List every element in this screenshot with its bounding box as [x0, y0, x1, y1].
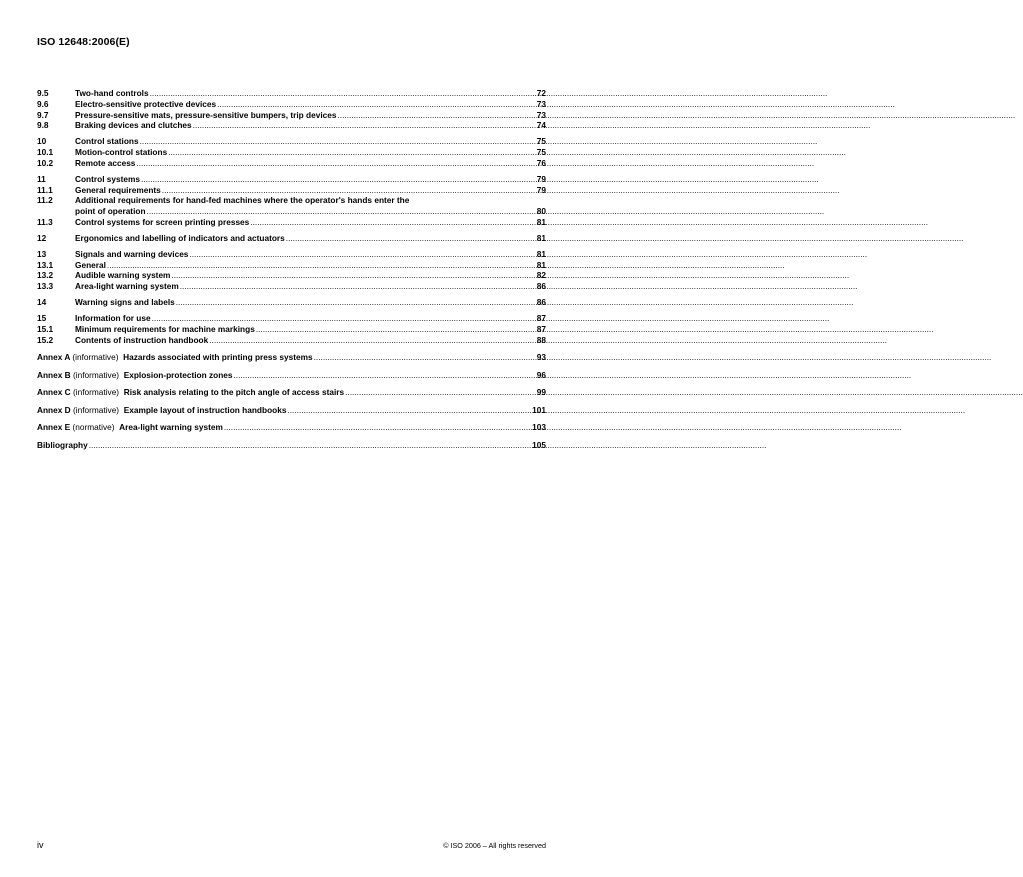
toc-entry-page: 73 — [536, 109, 546, 120]
dot-leader — [136, 158, 535, 169]
toc-entry-12[interactable] — [37, 233, 546, 244]
toc-entry-title: Contents of instruction handbook — [75, 334, 209, 345]
toc-entry-page: 81 — [536, 216, 546, 227]
toc-entry-title: Braking devices and clutches — [75, 120, 192, 131]
toc-entry-title: Electro-sensitive protective devices — [75, 98, 217, 109]
annex-title: Risk analysis relating to the pitch angle of access stairs — [123, 387, 345, 398]
annex-title: Explosion-protection zones — [123, 369, 233, 380]
dot-leader — [162, 185, 536, 196]
toc-entry-10-1[interactable] — [37, 147, 546, 158]
document-header: ISO 12648:2006(E) — [37, 36, 130, 48]
footer-page-number: iv — [37, 840, 44, 850]
toc-entry-page: 93 — [536, 352, 546, 363]
toc-entry-title: Control systems for screen printing presses — [75, 216, 250, 227]
toc-entry-number: 10.1 — [37, 147, 54, 158]
annex-type: (informative) — [72, 352, 119, 363]
toc-entry-title: Remote access — [75, 157, 136, 168]
annex-type: (normative) — [72, 422, 115, 433]
toc-entry-page: 79 — [536, 184, 546, 195]
toc-entry-number: 11 — [37, 173, 46, 184]
toc-annex-heading — [37, 405, 286, 416]
dot-leader — [171, 270, 535, 281]
toc-entry-number: 13 — [37, 248, 47, 259]
toc-entry-number: 12 — [37, 232, 47, 243]
toc-entry-13-2[interactable] — [37, 270, 546, 281]
toc-annex-d[interactable] — [37, 405, 546, 416]
toc-entry-title: Information for use — [75, 312, 151, 323]
toc-entry-number: 13.3 — [37, 281, 54, 292]
toc-annex-heading — [37, 422, 223, 433]
toc-entry-page: 75 — [536, 136, 546, 147]
toc-entry-number: 10.2 — [37, 157, 54, 168]
dot-leader — [152, 313, 536, 324]
toc-entry-14[interactable] — [37, 297, 546, 308]
toc-annex-a[interactable] — [37, 352, 546, 363]
toc-entry-11-1[interactable] — [37, 185, 546, 196]
toc-entry-number: 15.2 — [37, 334, 54, 345]
toc-entry-13-3[interactable] — [37, 281, 546, 292]
annex-label: Annex D — [37, 404, 71, 415]
dot-leader — [189, 249, 535, 260]
dot-leader — [89, 440, 531, 451]
toc-entry-page: 82 — [536, 270, 546, 281]
dot-leader — [224, 422, 531, 433]
toc-entry-title: Two-hand controls — [75, 88, 149, 98]
dot-leader — [287, 405, 531, 416]
dot-leader — [217, 99, 536, 110]
toc-entry-number: 9.5 — [37, 88, 49, 98]
toc-entry-15-2[interactable] — [37, 335, 546, 346]
dot-leader — [234, 370, 536, 381]
dot-leader — [180, 281, 536, 292]
dot-leader — [209, 335, 536, 346]
annex-title: Area-light warning system — [119, 422, 223, 433]
dot-leader — [141, 174, 536, 185]
toc-entry-number: 15 — [37, 312, 47, 323]
toc-annex-heading — [37, 352, 313, 363]
toc-entry-page: 105 — [532, 440, 546, 451]
toc-entry-11[interactable] — [37, 174, 546, 185]
toc-entry-page: 88 — [536, 334, 546, 345]
toc-entry-number: 14 — [37, 297, 47, 308]
toc-entry-number: 10 — [37, 136, 47, 147]
annex-label: Annex E — [37, 422, 71, 433]
toc-entry-number: 11.3 — [37, 216, 53, 227]
annex-label: Annex B — [37, 369, 71, 380]
toc-entry-page: 75 — [536, 147, 546, 158]
toc-entry-title-line-2: point of operation — [75, 206, 146, 217]
toc-entry-15[interactable] — [37, 313, 546, 324]
toc-entry-page: 81 — [536, 259, 546, 270]
dot-leader — [147, 206, 536, 217]
annex-type: (informative) — [72, 387, 120, 398]
toc-entry-11-2[interactable] — [37, 195, 546, 217]
toc-entry-15-1[interactable] — [37, 324, 546, 335]
annex-type: (informative) — [72, 369, 120, 380]
toc-entry-title: Area-light warning system — [75, 281, 179, 292]
toc-entry-page: 74 — [536, 120, 546, 131]
dot-leader — [107, 260, 536, 271]
toc-entry-page: 86 — [536, 281, 546, 292]
dot-leader — [140, 136, 536, 147]
toc-annex-e[interactable] — [37, 422, 546, 433]
toc-entry-title: General requirements — [75, 184, 161, 195]
toc-bibliography[interactable] — [37, 440, 546, 451]
dot-leader — [314, 352, 536, 363]
dot-leader — [256, 324, 536, 335]
toc-entry-9-7[interactable] — [37, 110, 546, 121]
toc-entry-page: 79 — [536, 173, 546, 184]
annex-label: Annex A — [37, 352, 71, 363]
toc-entry-page: 81 — [536, 232, 546, 243]
toc-entry-number: 15.1 — [37, 323, 54, 334]
toc-annex-c[interactable] — [37, 387, 546, 398]
annex-title: Example layout of instruction handbooks — [123, 404, 287, 415]
toc-entry-13[interactable] — [37, 249, 546, 260]
toc-entry-10-2[interactable] — [37, 158, 546, 169]
dot-leader — [250, 217, 535, 228]
toc-entry-9-8[interactable] — [37, 120, 546, 131]
dot-leader — [176, 297, 536, 308]
dot-leader — [168, 147, 536, 158]
toc-entry-10[interactable] — [37, 136, 546, 147]
dot-leader — [193, 120, 536, 131]
toc-entry-title: Motion-control stations — [75, 147, 168, 158]
toc-entry-title-line-1: Additional requirements for hand-fed machines where the operator's hands enter the — [75, 195, 410, 206]
annex-type: (informative) — [72, 404, 120, 415]
toc-entry-title: Ergonomics and labelling of indicators and actuators — [75, 232, 285, 243]
toc-entry-page: 87 — [536, 312, 546, 323]
footer-copyright: © ISO 2006 – All rights reserved — [443, 841, 546, 850]
toc-entry-9-6[interactable] — [37, 99, 546, 110]
dot-leader — [150, 88, 536, 99]
toc-entry-page: 80 — [536, 206, 546, 217]
toc-entry-page: 76 — [536, 157, 546, 168]
dot-leader — [345, 387, 536, 398]
toc-annex-b[interactable] — [37, 370, 546, 381]
toc-entry-title: Warning signs and labels — [75, 297, 175, 308]
toc-entry-page: 86 — [536, 297, 546, 308]
toc-entry-title: Audible warning system — [75, 270, 171, 281]
toc-entry-number: 11.1 — [37, 184, 53, 195]
toc-entry-page: 72 — [536, 88, 546, 98]
dot-leader — [337, 110, 535, 121]
toc-entry-page: 101 — [532, 404, 546, 415]
toc-entry-title: Signals and warning devices — [75, 248, 189, 259]
toc-entry-number: 13.2 — [37, 270, 54, 281]
toc-entry-page: 103 — [532, 422, 546, 433]
toc-annex-heading — [37, 387, 344, 398]
toc-entry-11-3[interactable] — [37, 217, 546, 228]
toc-entry-page: 81 — [536, 248, 546, 259]
toc-entry-page: 96 — [536, 369, 546, 380]
toc-entry-title: General — [75, 259, 106, 270]
table-of-contents — [37, 88, 546, 451]
annex-label: Annex C — [37, 387, 71, 398]
toc-entry-number: 11.2 — [37, 195, 53, 206]
toc-entry-number: 9.6 — [37, 98, 49, 109]
toc-annex-heading — [37, 370, 233, 381]
toc-entry-number: 9.8 — [37, 120, 49, 131]
toc-entry-title: Bibliography — [37, 440, 88, 451]
toc-entry-title: Control stations — [75, 136, 139, 147]
toc-entry-page: 73 — [536, 98, 546, 109]
toc-entry-page: 99 — [536, 387, 546, 398]
dot-leader — [286, 233, 536, 244]
toc-entry-number: 9.7 — [37, 109, 49, 120]
toc-entry-9-5[interactable] — [37, 88, 546, 99]
toc-entry-13-1[interactable] — [37, 260, 546, 271]
annex-title: Hazards associated with printing press systems — [123, 352, 313, 363]
toc-entry-page: 87 — [536, 323, 546, 334]
toc-entry-title: Minimum requirements for machine markings — [75, 323, 255, 334]
toc-entry-title: Pressure-sensitive mats, pressure-sensitive bumpers, trip devices — [75, 109, 337, 120]
toc-entry-number: 13.1 — [37, 259, 54, 270]
toc-entry-title: Control systems — [75, 173, 141, 184]
